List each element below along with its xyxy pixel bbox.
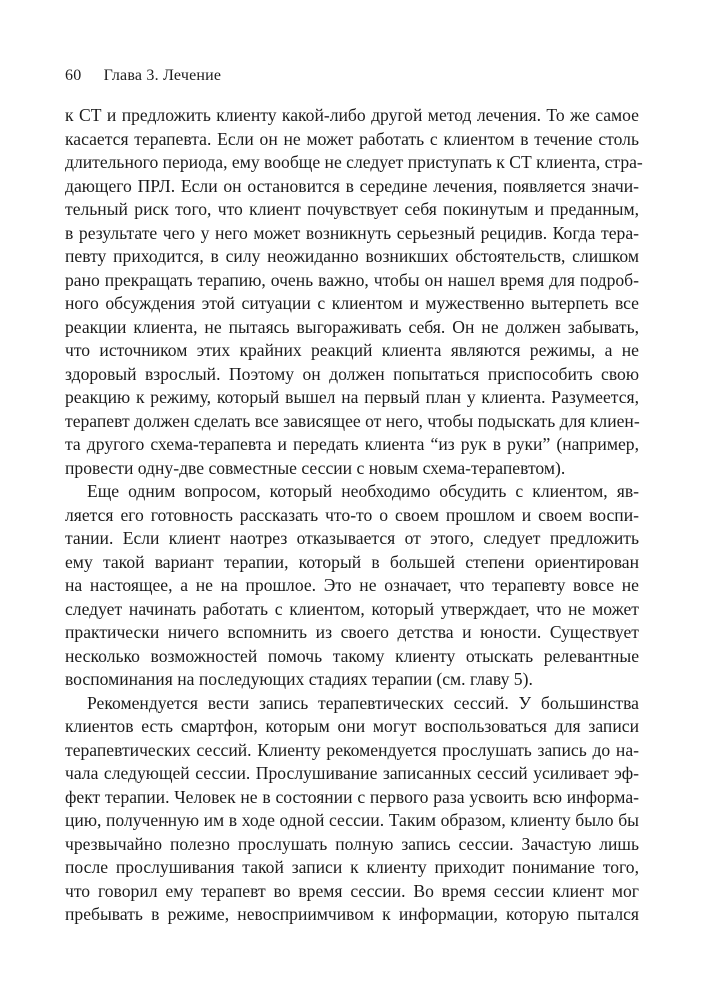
running-header xyxy=(65,66,221,86)
text-line: пребывать в режиме, невосприимчивом к информации, которую пытался xyxy=(65,904,639,924)
text-line: Еще одним вопросом, который необходимо обсудить с клиентом, яв- xyxy=(87,481,639,501)
text-line: рано прекращать терапию, очень важно, чтобы он нашел время для подроб- xyxy=(65,269,639,290)
text-line: на настоящее, а не на прошлое. Это не означает, что терапевту вовсе не xyxy=(65,575,639,595)
text-line: клиентов есть смартфон, которым они могут воспользоваться для записи xyxy=(65,716,639,736)
text-line: реакцию к режиму, который вышел на первый план у клиента. Разумеется, xyxy=(65,387,639,407)
text-line: ного обсуждения этой ситуации с клиентом и мужественно вытерпеть все xyxy=(65,293,639,313)
text-line: реакции клиента, не пытаясь выгораживать себя. Он не должен забывать, xyxy=(65,316,639,337)
text-line: воспоминания на последующих стадиях терапии (см. главу 5). xyxy=(65,669,533,689)
text-line: длительного периода, ему вообще не следует приступать к СТ клиента, стра- xyxy=(65,152,643,172)
paragraph-3 xyxy=(65,692,639,927)
text-line: что источником этих крайних реакций клиента являются режимы, а не xyxy=(65,340,639,360)
body-text xyxy=(65,104,643,927)
text-line: касается терапевта. Если он не может работать с клиентом в течение столь xyxy=(65,128,639,149)
text-line: ляется его готовность рассказать что-то о своем прошлом и своем воспи- xyxy=(65,504,639,525)
text-line: к СТ и предложить клиенту какой-либо другой метод лечения. То же самое xyxy=(65,105,639,125)
text-line: в результате чего у него может возникнуть серьезный рецидив. Когда тера- xyxy=(65,222,639,243)
text-line: несколько возможностей помочь такому клиенту отыскать релевантные xyxy=(65,645,639,666)
text-line: здоровый взрослый. Поэтому он должен попытаться приспособить свою xyxy=(65,363,639,384)
text-line: Рекомендуется вести запись терапевтических сессий. У большинства xyxy=(87,692,639,713)
text-line: терапевт должен сделать все зависящее от него, чтобы подыскать для клиен- xyxy=(65,410,640,431)
text-line: певту приходится, в силу неожиданно возникших обстоятельств, слишком xyxy=(65,246,639,266)
text-line: чала следующей сессии. Прослушивание записанных сессий усиливает эф- xyxy=(65,763,639,783)
text-line: следует начинать работать с клиентом, который утверждает, что не может xyxy=(65,598,639,619)
chapter-title: Глава 3. Лечение xyxy=(103,67,222,84)
text-line: что говорил ему терапевт во время сессии. Во время сессии клиент мог xyxy=(65,880,639,901)
text-line: чрезвычайно полезно прослушать полную запись сессии. Зачастую лишь xyxy=(65,833,639,854)
text-line: ему такой вариант терапии, который в большей степени ориентирован xyxy=(65,551,639,572)
text-line: терапевтических сессий. Клиенту рекомендуется прослушать запись до на- xyxy=(65,739,639,760)
page-number: 60 xyxy=(65,67,82,84)
text-line: после прослушивания такой записи к клиенту приходит понимание того, xyxy=(65,857,639,877)
text-line: фект терапии. Человек не в состоянии с первого раза усвоить всю информа- xyxy=(65,786,639,807)
text-line: практически ничего вспомнить из своего детства и юности. Существует xyxy=(65,622,639,642)
text-line: дающего ПРЛ. Если он остановится в середине лечения, появляется значи- xyxy=(65,175,639,196)
text-line: провести одну-две совместные сессии с новым схема-терапевтом). xyxy=(65,457,566,478)
text-line: та другого схема-терапевта и передать клиента “из рук в руки” (например, xyxy=(65,434,639,454)
text-line: тании. Если клиент наотрез отказывается от этого, следует предложить xyxy=(65,528,639,548)
text-line: тельный риск того, что клиент почувствует себя покинутым и преданным, xyxy=(65,199,639,219)
text-line: цию, полученную им в ходе одной сессии. Таким образом, клиенту было бы xyxy=(65,810,639,830)
paragraph-1 xyxy=(65,104,643,480)
paragraph-2 xyxy=(65,480,639,692)
